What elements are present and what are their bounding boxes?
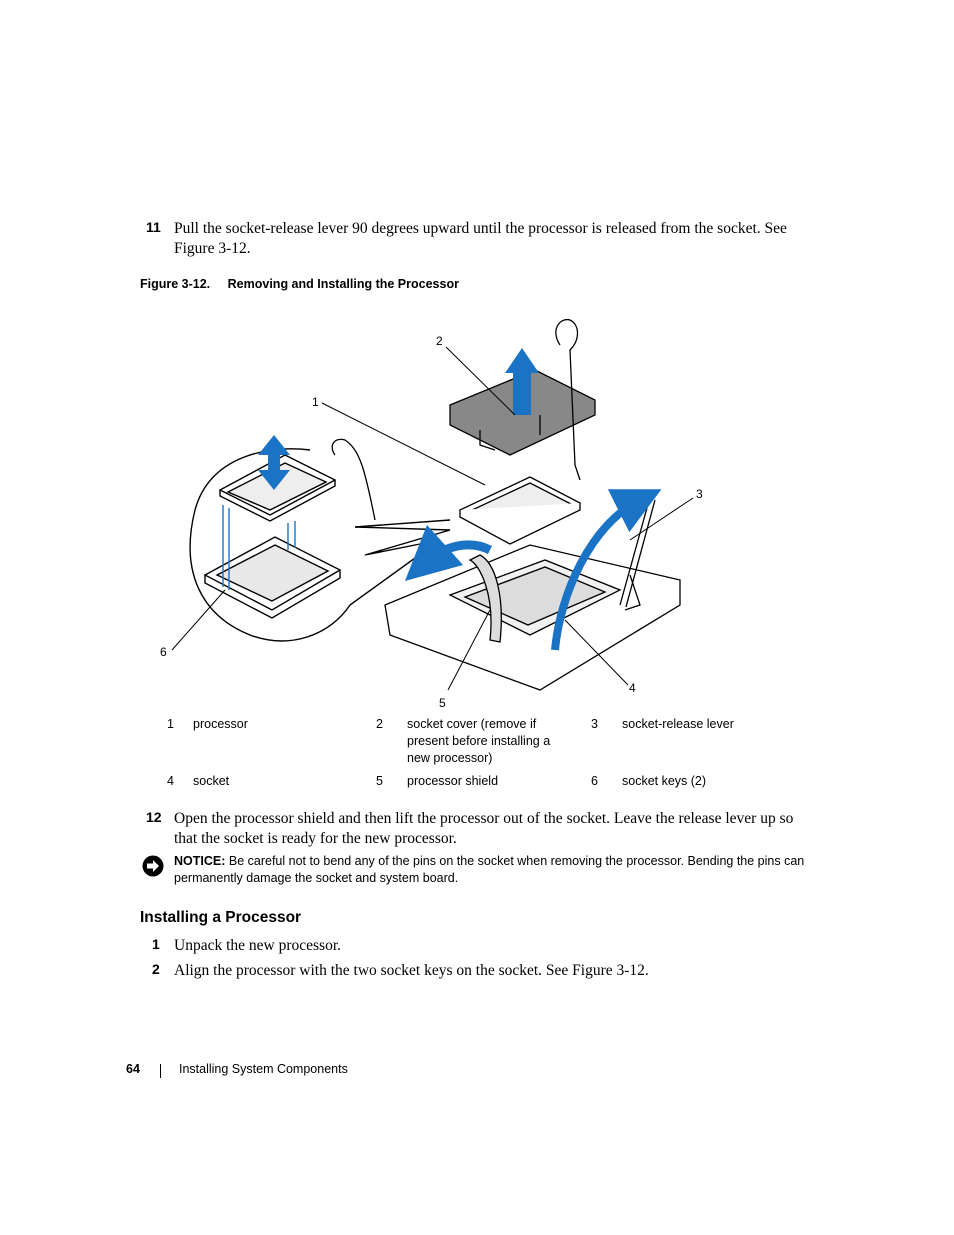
callout-2: 2	[436, 334, 443, 348]
legend-number: 1	[167, 717, 174, 731]
callout-3: 3	[696, 487, 703, 501]
step-text: Align the processor with the two socket keys on the socket. See Figure 3-12.	[174, 962, 649, 979]
page-number: 64	[126, 1062, 140, 1076]
footer-divider	[160, 1064, 161, 1078]
step-number: 2	[152, 961, 160, 977]
legend-text: processor	[193, 717, 248, 731]
callout-4: 4	[629, 681, 636, 695]
processor-removal-illustration	[150, 305, 710, 715]
legend-number: 4	[167, 774, 174, 788]
running-head: Installing System Components	[179, 1062, 348, 1076]
legend-text: processor shield	[407, 774, 499, 788]
notice-label: NOTICE:	[174, 854, 226, 868]
processor-chip	[460, 477, 580, 544]
callout-1: 1	[312, 395, 319, 409]
callout-5: 5	[439, 696, 446, 710]
figure-title: Removing and Installing the Processor	[227, 277, 459, 291]
legend-text: socket keys (2)	[622, 774, 707, 788]
legend-text: socket	[193, 774, 230, 788]
section-heading: Installing a Processor	[140, 909, 302, 926]
figure-caption	[140, 277, 459, 291]
step-text: Unpack the new processor.	[174, 937, 342, 954]
callout-6: 6	[160, 645, 167, 659]
step-number: 1	[152, 936, 160, 952]
step-number: 11	[146, 219, 161, 235]
notice-box	[142, 853, 822, 887]
socket-assembly	[385, 545, 680, 690]
step-text: Open the processor shield and then lift the processor out of the socket. Leave the release lever up so that the socket is ready for the new processor.	[174, 810, 794, 847]
notice-arrow-icon	[142, 855, 164, 877]
legend-number: 3	[591, 717, 598, 731]
legend-number: 5	[376, 774, 383, 788]
step-text: Pull the socket-release lever 90 degrees upward until the processor is released from the socket. See Figure 3-12.	[174, 220, 787, 257]
notice-text: Be careful not to bend any of the pins on the socket when removing the processor. Bending the pins can permanently damage the socket and system board.	[174, 854, 805, 885]
install-step-2	[146, 961, 816, 981]
figure-label: Figure 3-12.	[140, 277, 211, 291]
legend-text: socket cover (remove if present before installing a new processor)	[407, 717, 551, 765]
step-12	[146, 809, 816, 849]
step-number: 12	[146, 809, 162, 825]
install-step-1	[146, 936, 816, 956]
step-11	[146, 219, 816, 259]
legend-text: socket-release lever	[622, 717, 734, 731]
legend-number: 2	[376, 717, 383, 731]
legend-number: 6	[591, 774, 598, 788]
